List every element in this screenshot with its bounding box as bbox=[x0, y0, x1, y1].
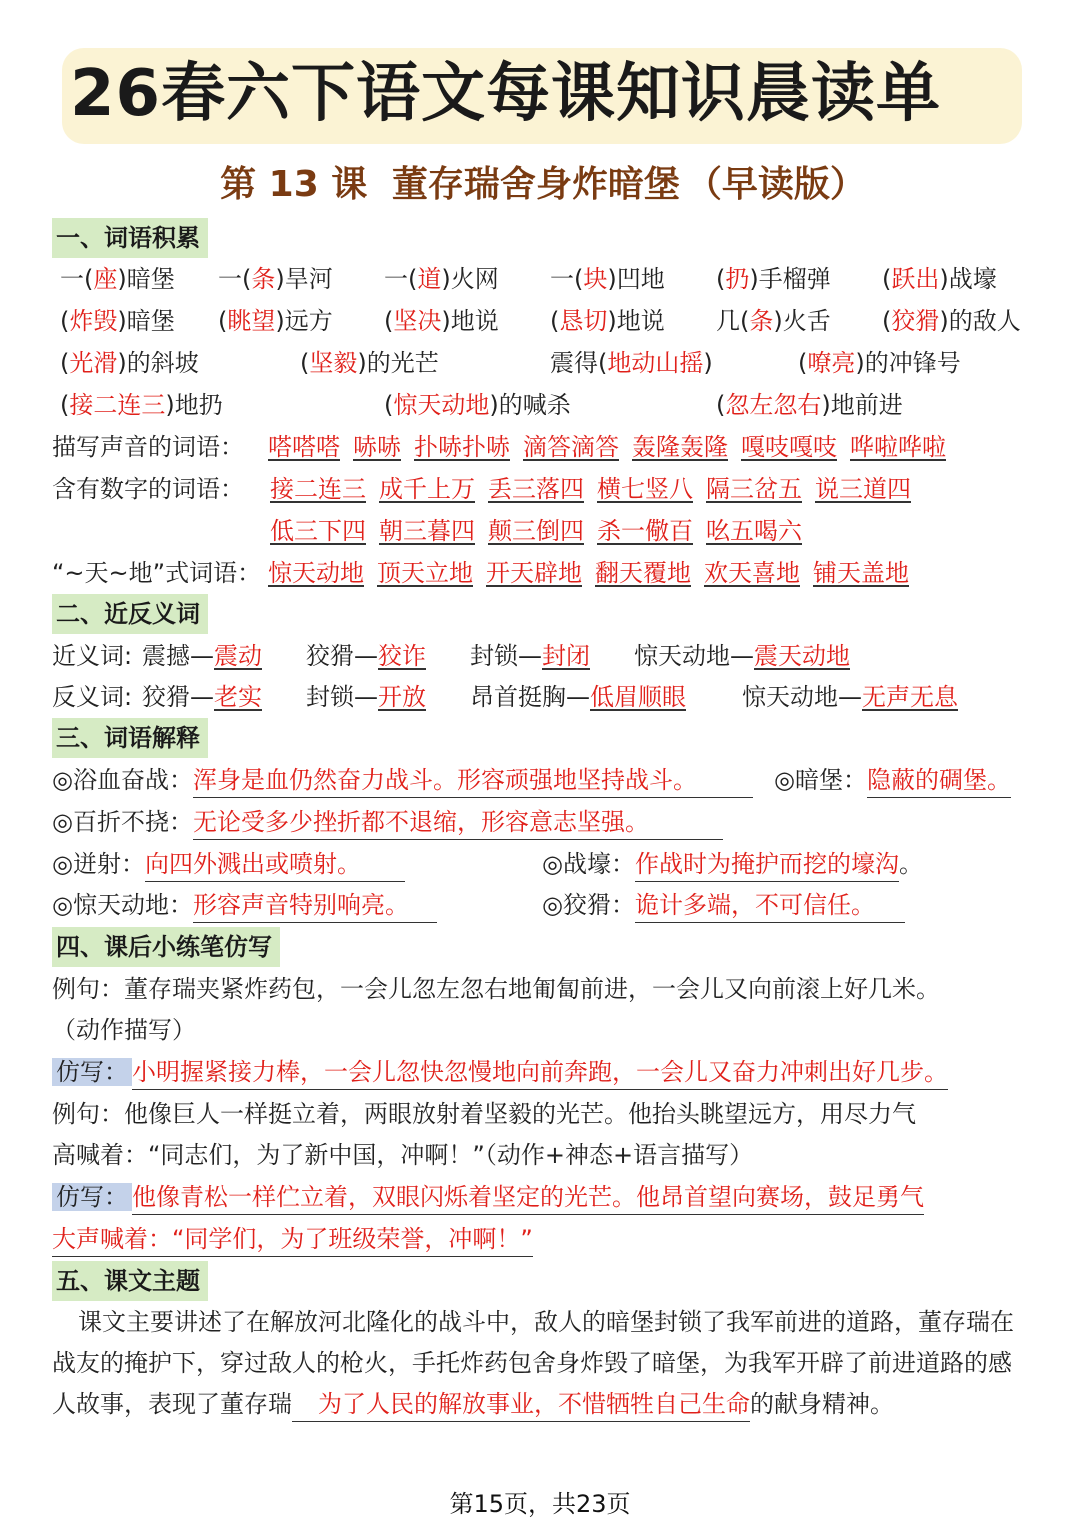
word-chip: 惊天动地 bbox=[268, 559, 364, 587]
word-chip: 横七竖八 bbox=[597, 475, 693, 503]
vocab-item: (恳切)地说 bbox=[550, 307, 665, 335]
word-chip: 嗒嗒嗒 bbox=[268, 433, 340, 461]
word-pair: 狡猾—狡诈 bbox=[306, 642, 426, 670]
word-chip: 颠三倒四 bbox=[488, 517, 584, 545]
theme-highlight: 为了人民的解放事业，不惜牺牲自己生命 bbox=[292, 1387, 750, 1422]
vocab-item: (跃出)战壕 bbox=[882, 265, 997, 293]
vocab-item: (扔)手榴弹 bbox=[716, 265, 831, 293]
word-chip: 吆五喝六 bbox=[706, 517, 802, 545]
imitation-2-cont: 大声喊着：“同学们，为了班级荣誉，冲啊！” bbox=[52, 1219, 533, 1260]
vocab-item: 一(块)凹地 bbox=[550, 265, 665, 293]
lesson-title bbox=[0, 160, 1080, 210]
section-heading-explanations: 三、词语解释 bbox=[52, 718, 208, 758]
vocab-item: 几(条)火舌 bbox=[716, 307, 831, 335]
word-pair: 封锁—开放 bbox=[306, 683, 426, 711]
section-heading-theme: 五、课文主题 bbox=[52, 1261, 208, 1301]
imitation-tag: 仿写： bbox=[52, 1058, 132, 1086]
vocab-item: (忽左忽右)地前进 bbox=[716, 391, 903, 419]
word-chip: 开天辟地 bbox=[486, 559, 582, 587]
word-chip: 嘎吱嘎吱 bbox=[741, 433, 837, 461]
explanation-item: ◎战壕：作战时为掩护而挖的壕沟。 bbox=[542, 844, 923, 884]
imitation-1: 仿写： 小明握紧接力棒，一会儿忽快忽慢地向前奔跑，一会儿又奋力冲刺出好几步。 bbox=[52, 1052, 948, 1093]
number-words-continued bbox=[270, 511, 802, 551]
vocab-item: (光滑)的斜坡 bbox=[60, 349, 199, 377]
word-chip: 翻天覆地 bbox=[595, 559, 691, 587]
section-heading-vocab: 一、词语积累 bbox=[52, 218, 208, 258]
explanation-item: ◎浴血奋战：浑身是血仍然奋力战斗。形容顽强地坚持战斗。 bbox=[52, 760, 753, 800]
explanation-item: ◎迸射：向四外溅出或喷射。 bbox=[52, 844, 405, 884]
word-chip: 说三道四 bbox=[815, 475, 911, 503]
word-chip: 朝三暮四 bbox=[379, 517, 475, 545]
word-pair: 狡猾—老实 bbox=[142, 683, 262, 711]
word-chip: 铺天盖地 bbox=[813, 559, 909, 587]
word-pair: 震撼—震动 bbox=[142, 642, 262, 670]
word-pair: 惊天动地—无声无息 bbox=[742, 683, 958, 711]
example-sentence-1-note: （动作描写） bbox=[52, 1016, 196, 1044]
antonyms-label: 反义词: bbox=[52, 683, 133, 711]
word-chip: 低三下四 bbox=[270, 517, 366, 545]
word-chip: 杀一儆百 bbox=[597, 517, 693, 545]
vocab-item: (坚决)地说 bbox=[384, 307, 499, 335]
word-chip: 欢天喜地 bbox=[704, 559, 800, 587]
word-pair: 昂首挺胸—低眉顺眼 bbox=[470, 683, 686, 711]
tiandi-words-label: “~天~地”式词语： bbox=[52, 559, 262, 587]
vocab-item: (嘹亮)的冲锋号 bbox=[798, 349, 961, 377]
word-chip: 哧哧 bbox=[353, 433, 401, 461]
vocab-item: 一(条)旱河 bbox=[218, 265, 333, 293]
word-chip: 哗啦哗啦 bbox=[850, 433, 946, 461]
lesson-number: 第 13 课 bbox=[220, 164, 368, 205]
explanation-item: ◎狡猾：诡计多端，不可信任。 bbox=[542, 885, 905, 925]
word-chip: 接二连三 bbox=[270, 475, 366, 503]
page-number: 第15页，共23页 bbox=[449, 1490, 631, 1518]
imitation-tag: 仿写： bbox=[52, 1183, 132, 1211]
section-heading-synonyms: 二、近反义词 bbox=[52, 594, 208, 634]
number-words-label: 含有数字的词语： bbox=[52, 475, 244, 503]
example-sentence-1: 例句：董存瑞夹紧炸药包，一会儿忽左忽右地匍匐前进，一会儿又向前滚上好几米。 bbox=[52, 975, 940, 1003]
lesson-name: 董存瑞舍身炸暗堡 bbox=[391, 164, 680, 205]
vocab-item: 震得(地动山摇) bbox=[550, 349, 713, 377]
vocab-item: 一(道)火网 bbox=[384, 265, 499, 293]
tiandi-words bbox=[268, 553, 909, 593]
word-chip: 成千上万 bbox=[379, 475, 475, 503]
vocab-item: (眺望)远方 bbox=[218, 307, 333, 335]
imitation-2: 仿写： 他像青松一样伫立着，双眼闪烁着坚定的光芒。他昂首望向赛场，鼓足勇气 bbox=[52, 1177, 924, 1218]
explanation-item: ◎百折不挠：无论受多少挫折都不退缩，形容意志坚强。 bbox=[52, 802, 723, 842]
section-heading-practice: 四、课后小练笔仿写 bbox=[52, 927, 280, 967]
sound-words bbox=[268, 427, 946, 467]
word-pair: 惊天动地—震天动地 bbox=[634, 642, 850, 670]
word-chip: 丢三落四 bbox=[488, 475, 584, 503]
word-chip: 轰隆轰隆 bbox=[632, 433, 728, 461]
vocab-item: 一(座)暗堡 bbox=[60, 265, 175, 293]
example-sentence-2: 例句：他像巨人一样挺立着，两眼放射着坚毅的光芒。他抬头眺望远方，用尽力气 bbox=[52, 1100, 916, 1128]
explanation-item: ◎惊天动地：形容声音特别响亮。 bbox=[52, 885, 437, 925]
vocab-item: (接二连三)地扔 bbox=[60, 391, 223, 419]
word-chip: 隔三岔五 bbox=[706, 475, 802, 503]
word-chip: 滴答滴答 bbox=[523, 433, 619, 461]
vocab-item: (炸毁)暗堡 bbox=[60, 307, 175, 335]
theme-paragraph: 课文主要讲述了在解放河北隆化的战斗中，敌人的暗堡封锁了我军前进的道路，董存瑞在战友的掩护下，穿过敌人的枪火，手托炸药包舍身炸毁了暗堡，为我军开辟了前进道路的感人故事，表现了董存瑞 为了人民的解放事业，不惜牺牲自己生命的献身精神。 bbox=[52, 1302, 1032, 1425]
page-title: 26春六下语文每课知识晨读单 bbox=[70, 57, 942, 131]
sound-words-label: 描写声音的词语： bbox=[52, 433, 244, 461]
example-sentence-2-cont: 高喊着：“同志们，为了新中国，冲啊！”（动作+神态+语言描写） bbox=[52, 1141, 754, 1169]
vocab-item: (狡猾)的敌人 bbox=[882, 307, 1021, 335]
word-pair: 封锁—封闭 bbox=[470, 642, 590, 670]
word-chip: 扑哧扑哧 bbox=[414, 433, 510, 461]
number-words bbox=[270, 469, 911, 509]
synonyms-label: 近义词: bbox=[52, 642, 133, 670]
vocab-item: (坚毅)的光芒 bbox=[300, 349, 439, 377]
word-chip: 顶天立地 bbox=[377, 559, 473, 587]
edition-label: （早读版） bbox=[685, 164, 866, 205]
vocab-item: (惊天动地)的喊杀 bbox=[384, 391, 571, 419]
explanation-item: ◎暗堡：隐蔽的碉堡。 bbox=[774, 760, 1011, 800]
